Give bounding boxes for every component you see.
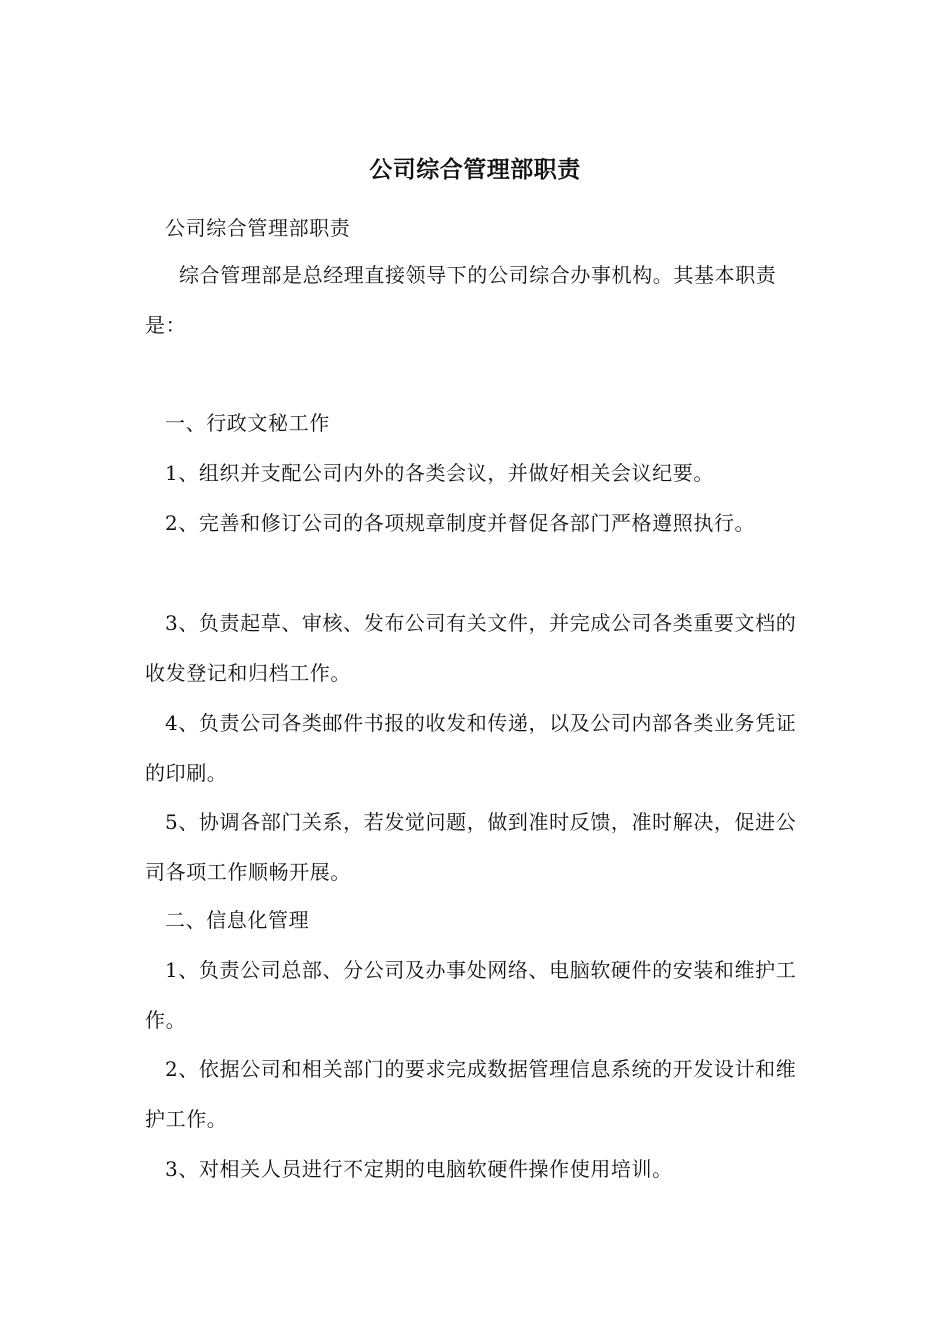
list-item: 3、对相关人员进行不定期的电脑软硬件操作使用培训。 xyxy=(165,1157,673,1181)
list-item: 2、依据公司和相关部门的要求完成数据管理信息系统的开发设计和维护工作。 xyxy=(145,1057,797,1131)
list-item: 3、负责起草、审核、发布公司有关文件，并完成公司各类重要文档的收发登记和归档工作。 xyxy=(145,611,797,685)
intro-paragraph: 综合管理部是总经理直接领导下的公司综合办事机构。其基本职责是： xyxy=(145,263,777,337)
page-title: 公司综合管理部职责 xyxy=(369,156,581,183)
list-item: 1、组织并支配公司内外的各类会议，并做好相关会议纪要。 xyxy=(165,461,714,485)
list-item: 4、负责公司各类邮件书报的收发和传递，以及公司内部各类业务凭证的印刷。 xyxy=(145,711,797,785)
list-item: 5、协调各部门关系，若发觉问题，做到准时反馈，准时解决，促进公司各项工作顺畅开展。 xyxy=(145,810,797,884)
list-item: 2、完善和修订公司的各项规章制度并督促各部门严格遵照执行。 xyxy=(165,511,756,535)
list-item: 1、负责公司总部、分公司及办事处网络、电脑软硬件的安装和维护工作。 xyxy=(145,958,797,1032)
subtitle: 公司综合管理部职责 xyxy=(165,216,351,240)
section-heading-it: 二、信息化管理 xyxy=(165,908,310,932)
section-heading-admin: 一、行政文秘工作 xyxy=(165,411,330,435)
